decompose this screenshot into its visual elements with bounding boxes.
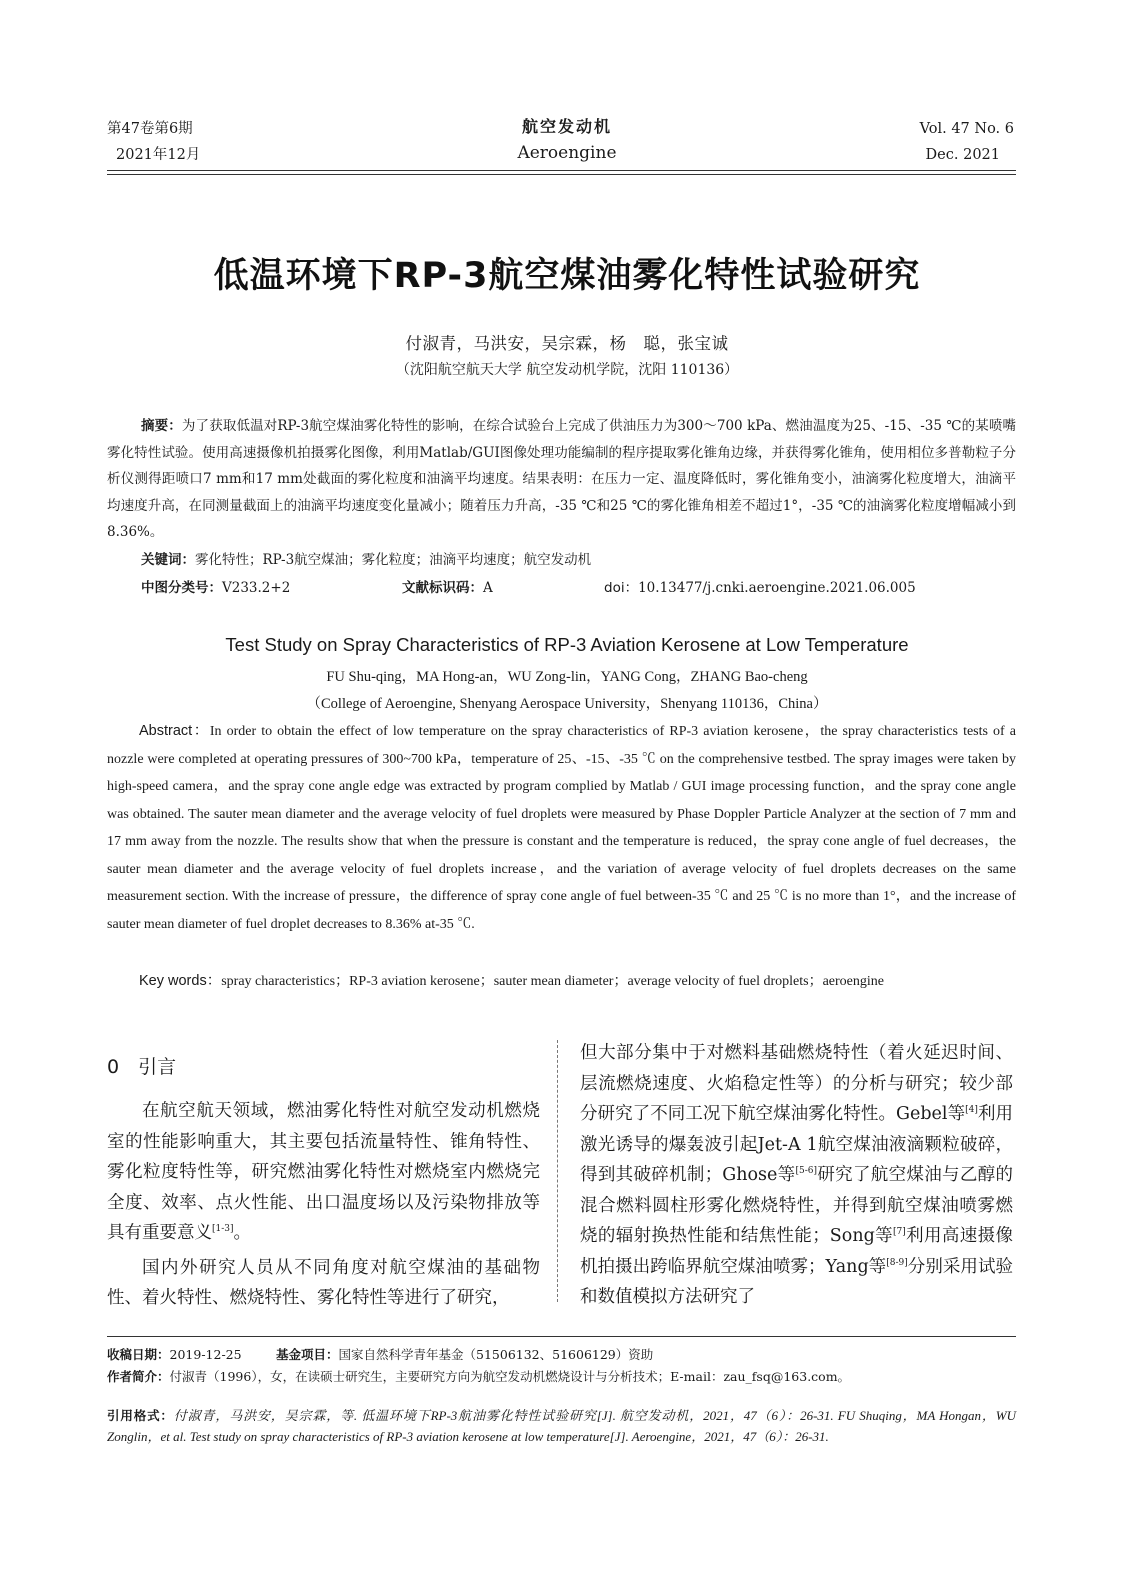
received-date bbox=[107, 1344, 242, 1365]
doc-code bbox=[402, 575, 493, 602]
keywords-cn-text: 雾化特性；RP-3航空煤油；雾化粒度；油滴平均速度；航空发动机 bbox=[195, 552, 592, 568]
citation-format bbox=[107, 1405, 1016, 1447]
issue-date: 2021年12月 bbox=[116, 147, 201, 163]
keywords-en bbox=[139, 968, 1016, 996]
paper-title: 低温环境下RP-3航空煤油雾化特性试验研究 bbox=[213, 256, 921, 296]
abstract-en-text: In order to obtain the effect of low temperature on the spray characteristics of RP-3 aviation kerosene，the spray characteristics tests of a nozzle were completed at operating pressures of 300~700 kPa，temperature of 25、-15、-35 ℃ on the comprehensive testbed. The spray images were taken by high-speed camera，and the spray cone angle edge was extracted by program complied by Matlab / GUI image processing function，and the spray cone angle was obtained. The sauter mean diameter and the average velocity of fuel droplets were measured by Phase Doppler Particle Analyzer at the section of 7 mm and 17 mm away from the nozzle. The results show that when the pressure is constant and the temperature is reduced，the spray cone angle of fuel decreases，the sauter mean diameter and the average velocity of fuel droplets increase，and the variation of average velocity of fuel droplets decreases on the same measurement section. With the increase of pressure，the difference of spray cone angle of fuel between-35 ℃ and 25 ℃ is no more than 1°，and the increase of sauter mean diameter of fuel droplet decreases to 8.36% at-35 ℃. bbox=[107, 724, 1016, 932]
citation-7: [7] bbox=[893, 1227, 906, 1238]
right-text-d: 利用高速摄像机拍摄出跨临界航空煤油喷雾；Yang等 bbox=[580, 1226, 1014, 1277]
header-rule-thin bbox=[107, 174, 1016, 175]
clc-number bbox=[141, 575, 290, 602]
citation-5-6: [5-6] bbox=[795, 1166, 817, 1177]
volume-number: Vol. 47 No. 6 bbox=[919, 121, 1014, 137]
citation-8-9: [8-9] bbox=[886, 1257, 908, 1268]
abstract-en-label: Abstract： bbox=[139, 723, 210, 739]
doi-label: doi： bbox=[604, 580, 639, 596]
affiliation-en: （College of Aeroengine, Shenyang Aerospace University，Shenyang 110136，China） bbox=[306, 696, 828, 712]
paragraph-2-continued bbox=[580, 1038, 1013, 1313]
received-label: 收稿日期： bbox=[107, 1347, 170, 1362]
author-bio bbox=[107, 1366, 1016, 1387]
body-left-column bbox=[107, 1096, 540, 1314]
affiliation-cn: （沈阳航空航天大学 航空发动机学院，沈阳 110136） bbox=[395, 362, 739, 378]
right-text-b: 利用激光诱导的爆轰波引起Jet-A 1航空煤油液滴颗粒破碎，得到其破碎机制；Ghose等 bbox=[580, 1104, 1014, 1185]
doi-value: 10.13477/j.cnki.aeroengine.2021.06.005 bbox=[638, 580, 916, 596]
paragraph-1-text: 在航空航天领域，燃油雾化特性对航空发动机燃烧室的性能影响重大，其主要包括流量特性、锥角特性、雾化粒度特性等，研究燃油雾化特性对燃烧室内燃烧完全度、效率、点火性能、出口温度场以及污染物排放等具有重要意义 bbox=[107, 1101, 540, 1243]
abstract-cn-text: 为了获取低温对RP-3航空煤油雾化特性的影响，在综合试验台上完成了供油压力为300～700 kPa、燃油温度为25、-15、-35 ℃的某喷嘴雾化特性试验。使用高速摄像机拍摄雾化图像，利用Matlab/GUI图像处理功能编制的程序提取雾化锥角边缘，并获得雾化锥角，使用相位多普勒粒子分析仪测得距喷口7 mm和17 mm处截面的雾化粒度和油滴平均速度。结果表明：在压力一定、温度降低时，雾化锥角变小，油滴雾化粒度增大，油滴平均速度升高，在同测量截面上的油滴平均速度变化量减小；随着压力升高，-35 ℃和25 ℃的雾化锥角相差不超过1°，-35 ℃的油滴雾化粒度增幅减小到8.36%。 bbox=[107, 418, 1017, 540]
right-text-c: 研究了航空煤油与乙醇的混合燃料圆柱形雾化燃烧特性，并得到航空煤油喷雾燃烧的辐射换热性能和结焦性能；Song等 bbox=[580, 1165, 1013, 1246]
doi bbox=[604, 575, 916, 602]
fund-value: 国家自然科学青年基金（51506132、51606129）资助 bbox=[338, 1347, 654, 1362]
abstract-cn bbox=[107, 413, 1016, 546]
issue-number: 第47卷第6期 bbox=[107, 121, 193, 137]
citation-4: [4] bbox=[965, 1105, 978, 1116]
abstract-cn-label: 摘要： bbox=[141, 418, 182, 434]
author-bio-value: 付淑青（1996），女，在读硕士研究生，主要研究方向为航空发动机燃烧设计与分析技术；E-mail：zau_fsq@163.com。 bbox=[169, 1369, 851, 1384]
right-text-a: 但大部分集中于对燃料基础燃烧特性（着火延迟时间、层流燃烧速度、火焰稳定性等）的分析与研究；较少部分研究了不同工况下航空煤油雾化特性。Gebel等 bbox=[580, 1043, 1013, 1124]
abstract-en bbox=[107, 718, 1016, 938]
right-text-e: 分别采用试验和数值模拟方法研究了 bbox=[580, 1256, 1013, 1307]
paragraph-1-end: 。 bbox=[233, 1223, 252, 1243]
paragraph-2: 国内外研究人员从不同角度对航空煤油的基础物性、着火特性、燃烧特性、雾化特性等进行了研究， bbox=[107, 1257, 540, 1308]
author-bio-label: 作者简介： bbox=[107, 1369, 170, 1384]
doc-label: 文献标识码： bbox=[402, 580, 483, 596]
citation-format-label: 引用格式： bbox=[107, 1408, 174, 1423]
keywords-en-text: spray characteristics；RP-3 aviation kerosene；sauter mean diameter；average velocity of fuel droplets；aeroengine bbox=[221, 974, 884, 989]
column-divider bbox=[557, 1040, 558, 1302]
journal-name-en: Aeroengine bbox=[517, 143, 617, 163]
section-heading: 0 引言 bbox=[107, 1056, 177, 1078]
doc-value: A bbox=[483, 580, 493, 596]
fund-label: 基金项目： bbox=[276, 1347, 339, 1362]
volume-date: Dec. 2021 bbox=[925, 147, 1000, 163]
keywords-cn bbox=[141, 547, 1016, 574]
paragraph-1 bbox=[107, 1096, 540, 1249]
clc-value: V233.2+2 bbox=[222, 580, 291, 596]
body-right-column bbox=[580, 1038, 1013, 1313]
citation-format-value: 付淑青，马洪安，吴宗霖，等. 低温环境下RP-3航油雾化特性试验研究[J]. 航空发动机，2021，47（6）：26-31. FU Shuqing，MA Hongan，WU Zonglin，et al. Test study on spray characteristics of RP-3 aviation kerosene at low temperature[J]. Aeroengine，2021，47（6）：26-31. bbox=[107, 1408, 1016, 1444]
footnote-rule bbox=[107, 1336, 1016, 1337]
fund bbox=[276, 1344, 653, 1365]
received-value: 2019-12-25 bbox=[169, 1347, 242, 1362]
citation-1-3: [1-3] bbox=[212, 1224, 234, 1235]
clc-label: 中图分类号： bbox=[141, 580, 222, 596]
header-rule bbox=[107, 170, 1016, 171]
authors-en: FU Shu-qing，MA Hong-an，WU Zong-lin，YANG Cong，ZHANG Bao-cheng bbox=[326, 669, 808, 685]
keywords-en-label: Key words： bbox=[139, 973, 222, 989]
authors-cn: 付淑青，马洪安，吴宗霖，杨 聪，张宝诚 bbox=[405, 334, 729, 353]
paper-title-en: Test Study on Spray Characteristics of RP-3 Aviation Kerosene at Low Temperature bbox=[225, 634, 909, 655]
journal-name-cn: 航空发动机 bbox=[521, 117, 612, 136]
keywords-cn-label: 关键词： bbox=[141, 552, 195, 568]
